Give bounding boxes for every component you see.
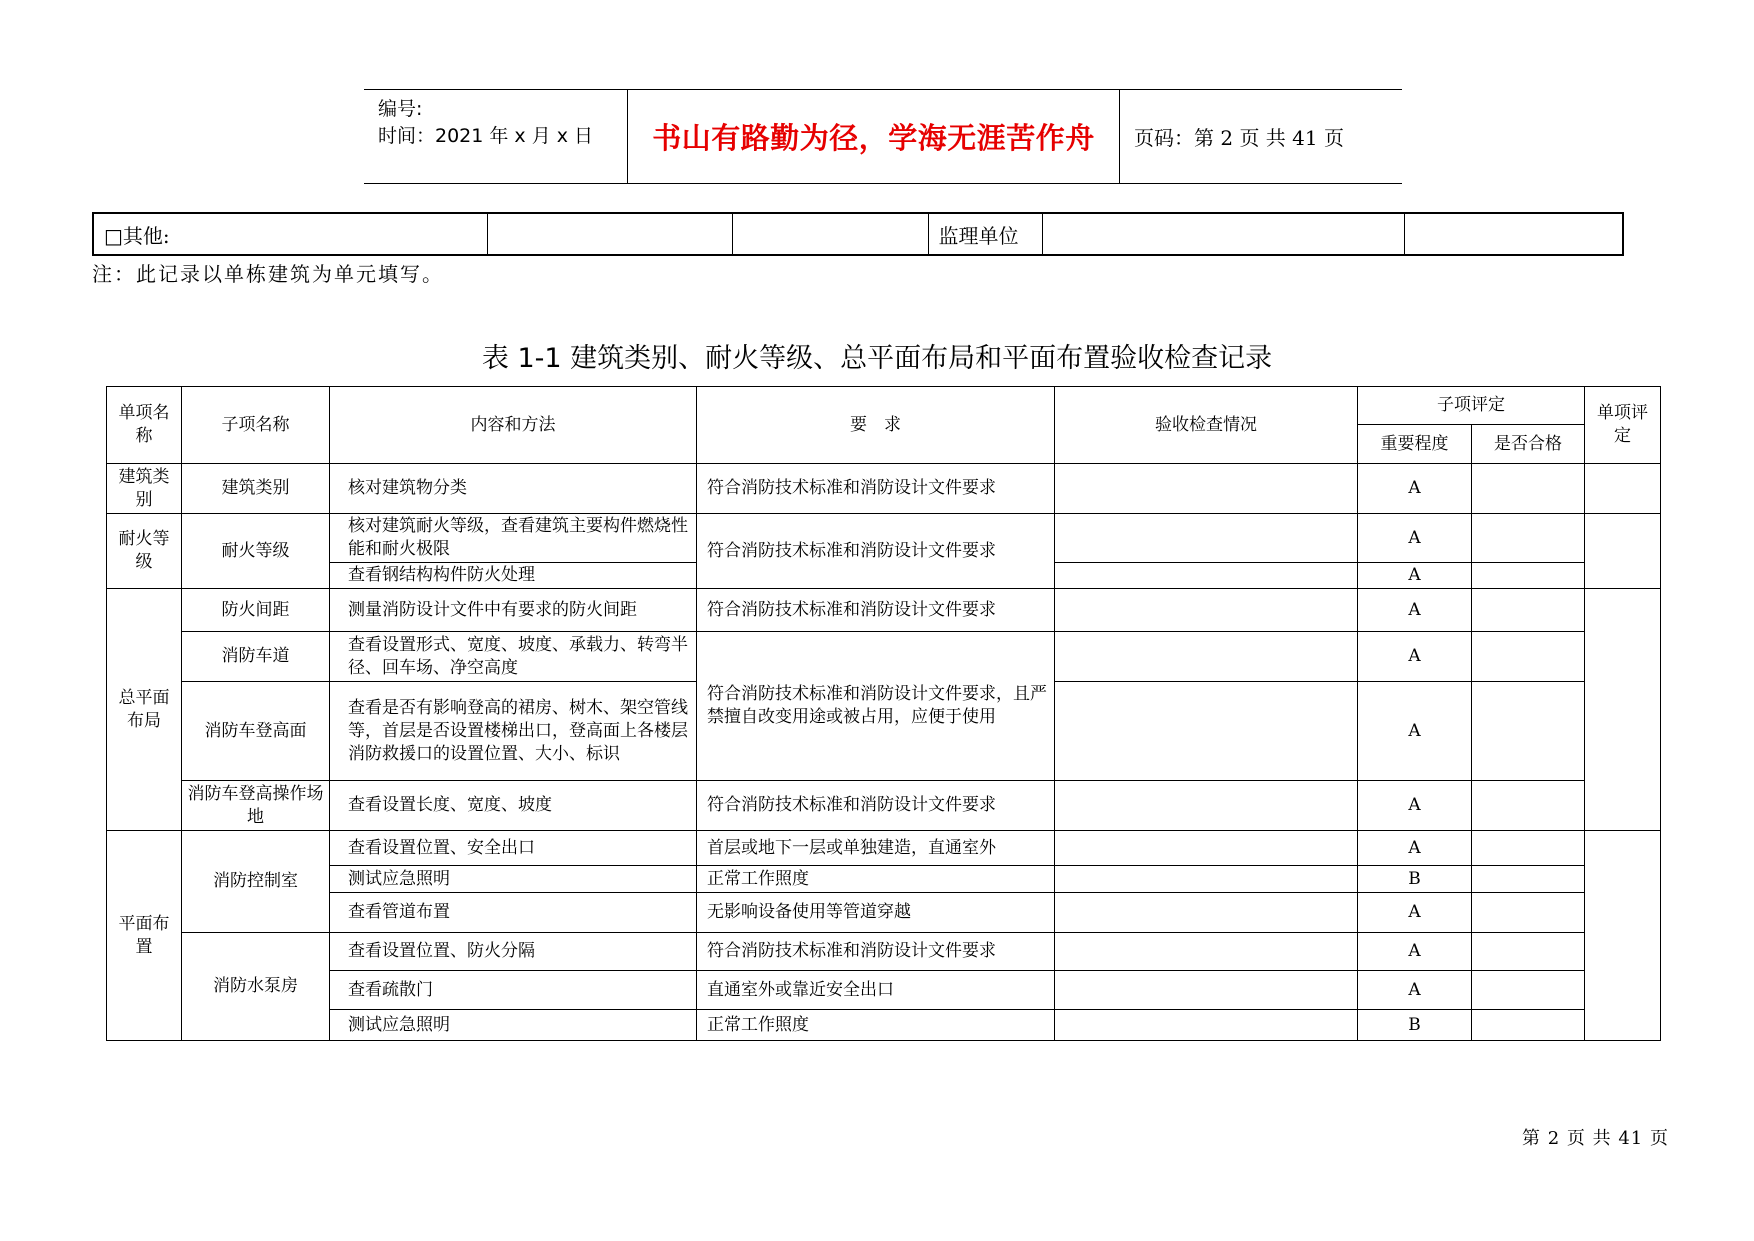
requirement-cell: 符合消防技术标准和消防设计文件要求 — [697, 589, 1055, 632]
table-row — [107, 781, 1661, 831]
table-row — [107, 933, 1661, 971]
inspection-cell — [1055, 971, 1358, 1010]
method-cell: 查看钢结构构件防火处理 — [330, 563, 697, 589]
item-eval-cell — [1585, 589, 1661, 831]
method-cell: 核对建筑物分类 — [330, 464, 697, 514]
table-row — [107, 866, 1661, 893]
qualified-cell — [1472, 933, 1585, 971]
importance-cell: A — [1358, 933, 1472, 971]
importance-cell: B — [1358, 866, 1472, 893]
header-page-label: 页码：第 2 页 共 41 页 — [1134, 126, 1344, 150]
requirement-cell: 符合消防技术标准和消防设计文件要求 — [697, 514, 1055, 589]
sub-item-cell: 建筑类别 — [182, 464, 330, 514]
qualified-cell — [1472, 893, 1585, 933]
header-meta — [364, 90, 628, 183]
inspection-cell — [1055, 514, 1358, 563]
table-row — [107, 831, 1661, 866]
inspection-cell — [1055, 893, 1358, 933]
supervisor-cell-1 — [1042, 213, 1404, 255]
col-importance-header: 重要程度 — [1358, 425, 1472, 464]
method-cell: 查看设置形式、宽度、坡度、承载力、转弯半径、回车场、净空高度 — [330, 632, 697, 682]
page-footer: 第 2 页 共 41 页 — [1522, 1128, 1669, 1149]
importance-cell: A — [1358, 589, 1472, 632]
method-cell: 测试应急照明 — [330, 866, 697, 893]
requirement-cell: 符合消防技术标准和消防设计文件要求，且严禁擅自改变用途或被占用，应便于使用 — [697, 632, 1055, 781]
sub-item-cell: 消防车登高面 — [182, 682, 330, 781]
inspection-table — [106, 386, 1661, 1041]
table-header-row — [107, 387, 1661, 425]
other-info-table — [92, 212, 1624, 256]
table-row — [107, 632, 1661, 682]
col-item-eval-header: 单项评定 — [1585, 387, 1661, 464]
col-sub-eval-header: 子项评定 — [1358, 387, 1585, 425]
importance-cell: A — [1358, 971, 1472, 1010]
requirement-cell: 无影响设备使用等管道穿越 — [697, 893, 1055, 933]
method-cell: 查看是否有影响登高的裙房、树木、架空管线等，首层是否设置楼梯出口，登高面上各楼层消防救援口的设置位置、大小、标识 — [330, 682, 697, 781]
qualified-cell — [1472, 632, 1585, 682]
col-item-header: 单项名称 — [107, 387, 182, 464]
inspection-cell — [1055, 1010, 1358, 1041]
importance-cell: A — [1358, 781, 1472, 831]
document-time-label: 时间：2021 年 x 月 x 日 — [378, 125, 594, 147]
qualified-cell — [1472, 1010, 1585, 1041]
inspection-cell — [1055, 464, 1358, 514]
group-label: 总平面布局 — [107, 589, 182, 831]
method-cell: 查看疏散门 — [330, 971, 697, 1010]
table-row — [107, 514, 1661, 563]
importance-cell: A — [1358, 464, 1472, 514]
importance-cell: B — [1358, 1010, 1472, 1041]
col-method-header: 内容和方法 — [330, 387, 697, 464]
header-motto: 书山有路勤为径，学海无涯苦作舟 — [628, 90, 1120, 183]
requirement-cell: 首层或地下一层或单独建造，直通室外 — [697, 831, 1055, 866]
group-label: 平面布置 — [107, 831, 182, 1041]
method-cell: 查看管道布置 — [330, 893, 697, 933]
method-cell: 查看设置长度、宽度、坡度 — [330, 781, 697, 831]
table-note: 注：此记录以单栋建筑为单元填写。 — [92, 262, 444, 286]
sub-item-cell: 防火间距 — [182, 589, 330, 632]
item-eval-cell — [1585, 514, 1661, 589]
sub-item-cell: 消防水泵房 — [182, 933, 330, 1041]
importance-cell: A — [1358, 632, 1472, 682]
inspection-cell — [1055, 933, 1358, 971]
qualified-cell — [1472, 589, 1585, 632]
qualified-cell — [1472, 971, 1585, 1010]
qualified-cell — [1472, 514, 1585, 563]
table-row — [107, 893, 1661, 933]
page-header — [364, 89, 1402, 184]
group-label: 建筑类别 — [107, 464, 182, 514]
table-row — [107, 589, 1661, 632]
table-row — [107, 464, 1661, 514]
col-sub-item-header: 子项名称 — [182, 387, 330, 464]
supervisor-cell-2 — [1404, 213, 1623, 255]
requirement-cell: 正常工作照度 — [697, 866, 1055, 893]
requirement-cell: 符合消防技术标准和消防设计文件要求 — [697, 933, 1055, 971]
qualified-cell — [1472, 866, 1585, 893]
sub-item-cell: 消防车道 — [182, 632, 330, 682]
importance-cell: A — [1358, 682, 1472, 781]
requirement-cell: 正常工作照度 — [697, 1010, 1055, 1041]
qualified-cell — [1472, 831, 1585, 866]
requirement-cell: 符合消防技术标准和消防设计文件要求 — [697, 781, 1055, 831]
col-requirement-header: 要 求 — [697, 387, 1055, 464]
importance-cell: A — [1358, 831, 1472, 866]
method-cell: 查看设置位置、安全出口 — [330, 831, 697, 866]
sub-item-cell: 耐火等级 — [182, 514, 330, 589]
importance-cell: A — [1358, 893, 1472, 933]
inspection-cell — [1055, 682, 1358, 781]
method-cell: 查看设置位置、防火分隔 — [330, 933, 697, 971]
table-row — [107, 971, 1661, 1010]
importance-cell: A — [1358, 514, 1472, 563]
qualified-cell — [1472, 682, 1585, 781]
inspection-cell — [1055, 866, 1358, 893]
other-label: □其他: — [93, 213, 487, 255]
other-cell-1 — [487, 213, 732, 255]
document-number-label: 编号: — [378, 98, 423, 120]
inspection-cell — [1055, 589, 1358, 632]
sub-item-cell: 消防车登高操作场地 — [182, 781, 330, 831]
inspection-cell — [1055, 632, 1358, 682]
table-title: 表 1-1 建筑类别、耐火等级、总平面布局和平面布置验收检查记录 — [481, 343, 1273, 374]
inspection-cell — [1055, 831, 1358, 866]
method-cell: 测试应急照明 — [330, 1010, 697, 1041]
item-eval-cell — [1585, 831, 1661, 1041]
table-row — [107, 1010, 1661, 1041]
col-qualified-header: 是否合格 — [1472, 425, 1585, 464]
col-inspection-header: 验收检查情况 — [1055, 387, 1358, 464]
qualified-cell — [1472, 563, 1585, 589]
inspection-cell — [1055, 781, 1358, 831]
group-label: 耐火等级 — [107, 514, 182, 589]
inspection-cell — [1055, 563, 1358, 589]
importance-cell: A — [1358, 563, 1472, 589]
requirement-cell: 直通室外或靠近安全出口 — [697, 971, 1055, 1010]
other-cell-2 — [732, 213, 928, 255]
qualified-cell — [1472, 781, 1585, 831]
sub-item-cell: 消防控制室 — [182, 831, 330, 933]
requirement-cell: 符合消防技术标准和消防设计文件要求 — [697, 464, 1055, 514]
item-eval-cell — [1585, 464, 1661, 514]
supervisor-label: 监理单位 — [928, 213, 1042, 255]
qualified-cell — [1472, 464, 1585, 514]
method-cell: 测量消防设计文件中有要求的防火间距 — [330, 589, 697, 632]
method-cell: 核对建筑耐火等级，查看建筑主要构件燃烧性能和耐火极限 — [330, 514, 697, 563]
